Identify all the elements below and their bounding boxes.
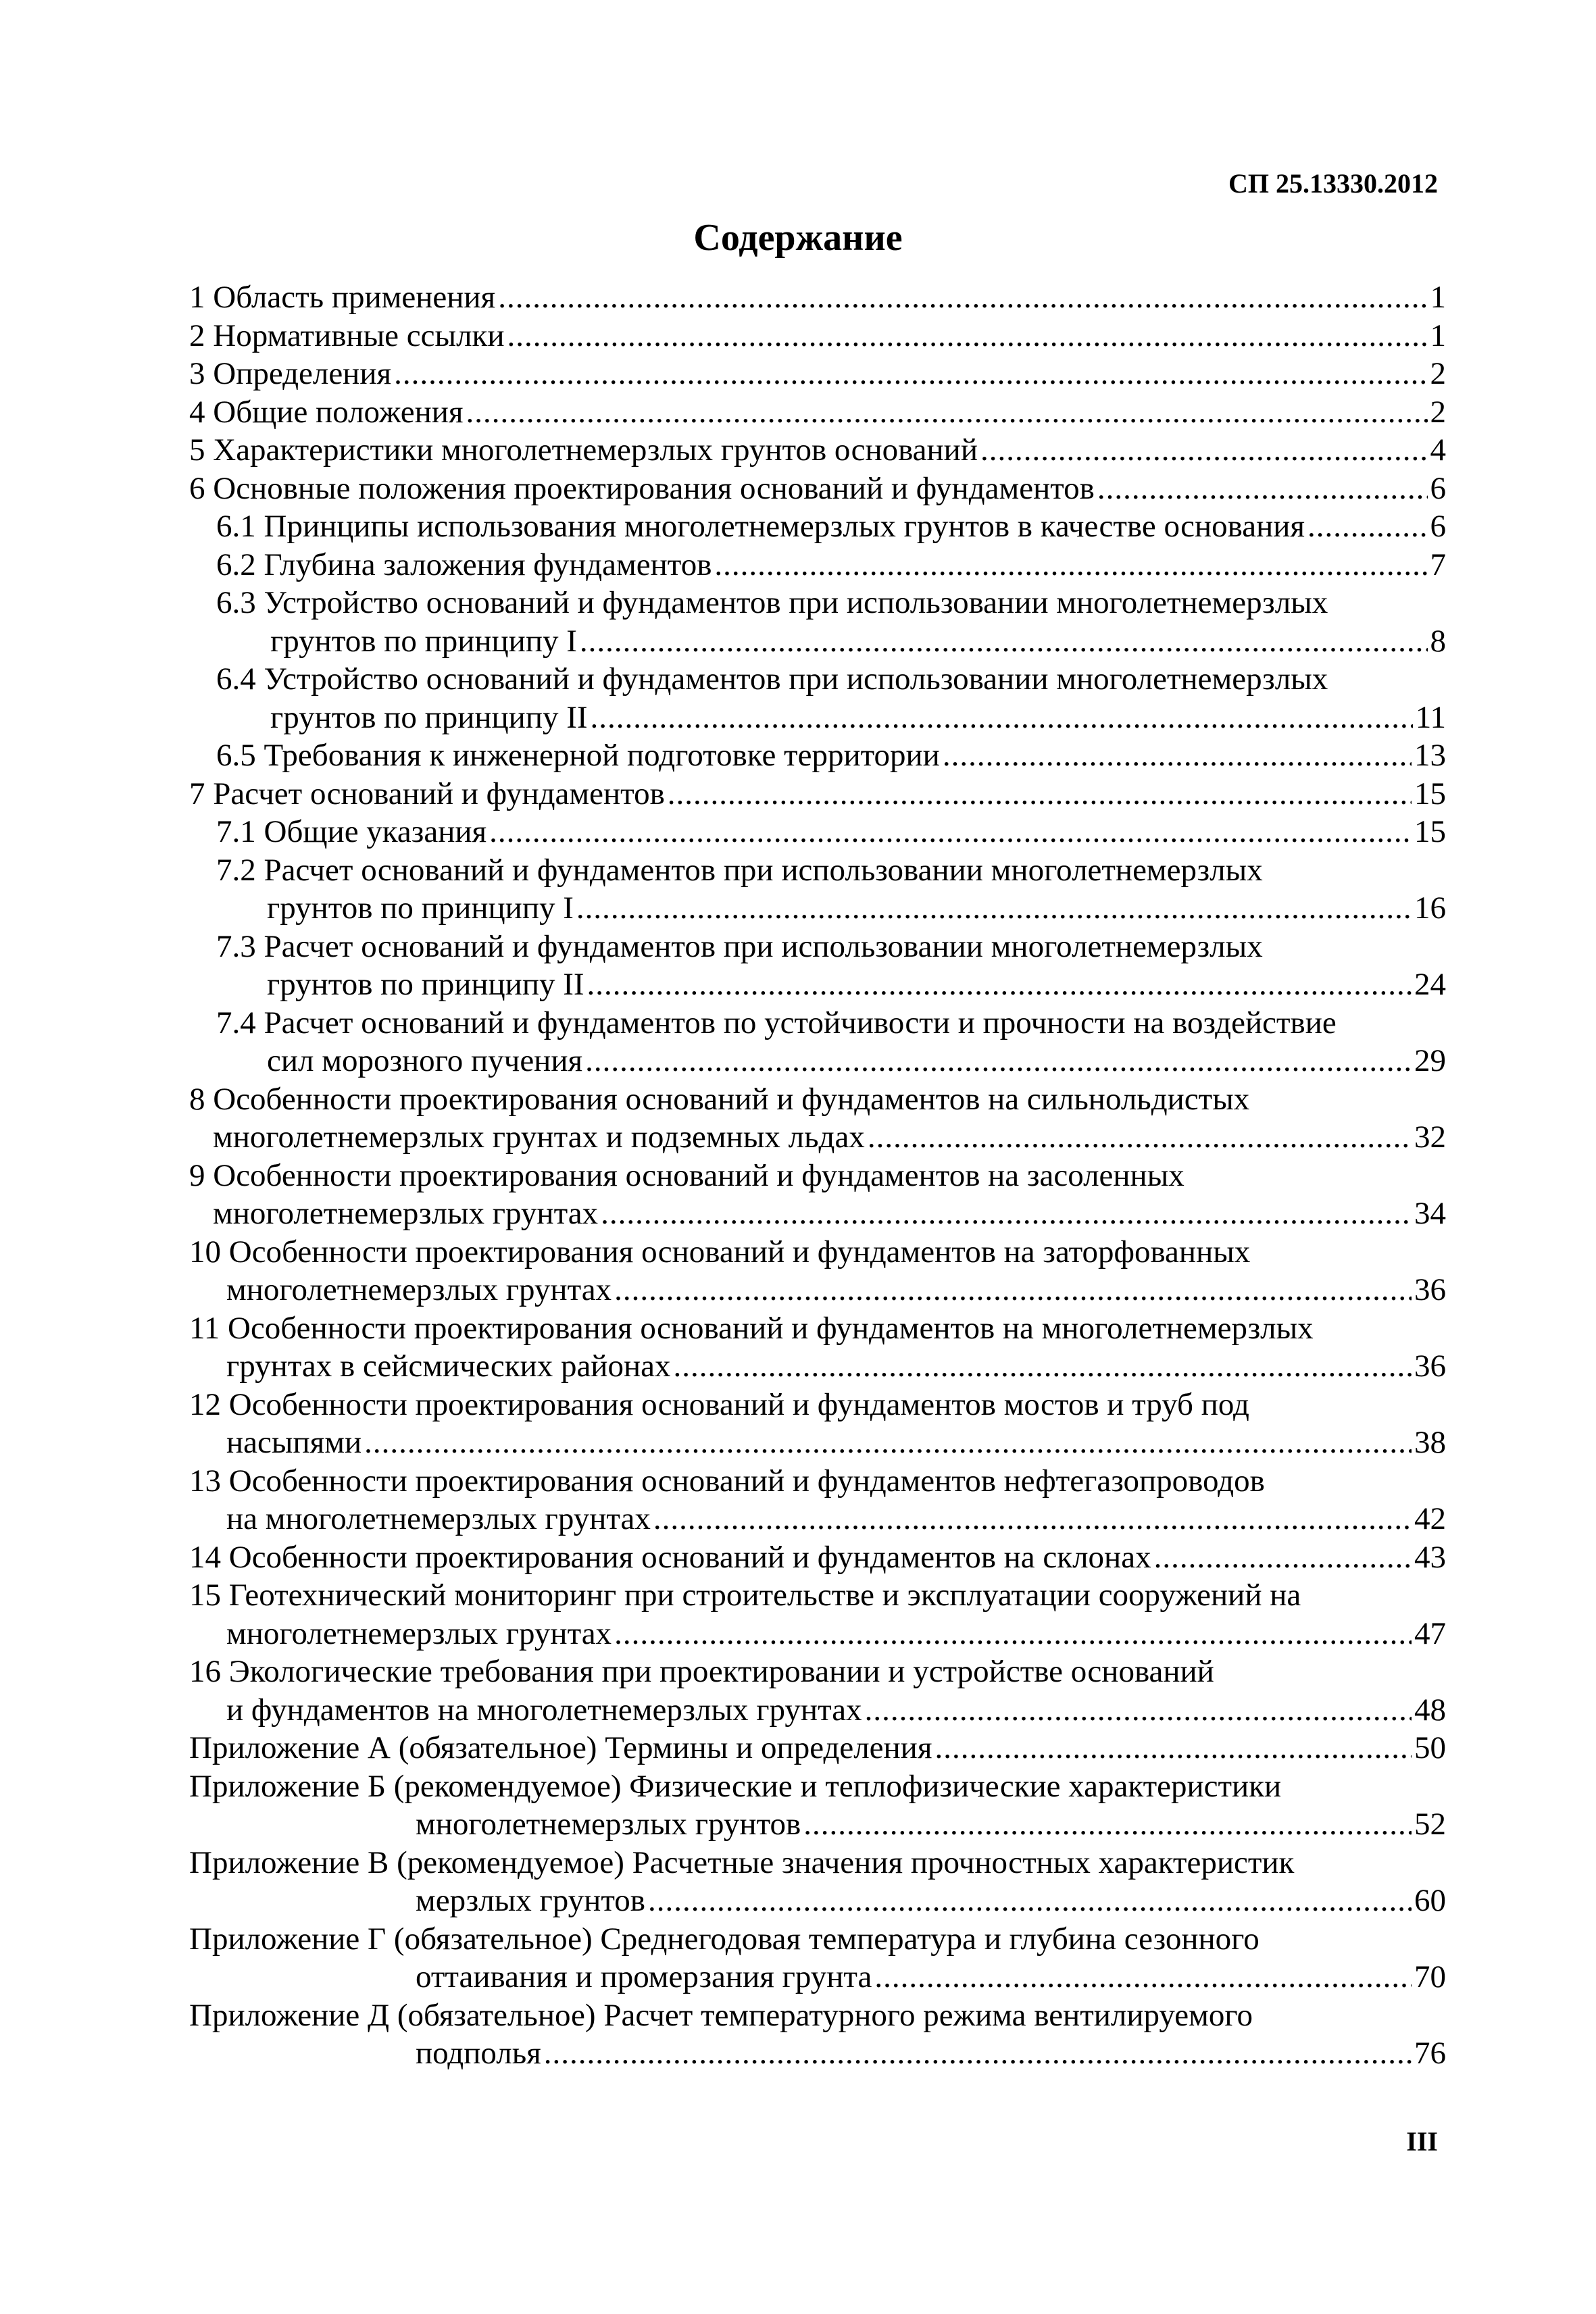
toc-entry-page: 4 — [1430, 432, 1446, 468]
dot-leader — [980, 431, 1428, 470]
toc-entry[interactable] — [189, 1767, 1446, 1844]
toc-entry-page: 2 — [1430, 394, 1446, 430]
toc-entry[interactable] — [216, 928, 1446, 1004]
toc-entry[interactable] — [216, 813, 1446, 851]
toc-entry-page: 15 — [1414, 814, 1446, 849]
dot-leader — [648, 1882, 1412, 1920]
toc-entry[interactable] — [189, 355, 1446, 393]
toc-entry[interactable] — [189, 1157, 1446, 1233]
toc-entry[interactable] — [216, 736, 1446, 775]
toc-entry-title: 6.5 Требования к инженерной подготовке территории — [216, 738, 940, 773]
toc-entry-continuation: грунтах в сейсмических районах — [226, 1349, 671, 1384]
toc-entry-title: 7.3 Расчет оснований и фундаментов при использовании многолетнемерзлых — [216, 928, 1263, 964]
toc-entry-page: 29 — [1414, 1043, 1446, 1078]
toc-entry-title: 6 Основные положения проектирования оснований и фундаментов — [189, 470, 1095, 506]
toc-entry-page: 6 — [1430, 509, 1446, 544]
toc-entry-title: 14 Особенности проектирования оснований и фундаментов на склонах — [189, 1539, 1151, 1575]
toc-entry-page: 36 — [1414, 1349, 1446, 1384]
dot-leader — [874, 1958, 1412, 1996]
toc-entry-title: 2 Нормативные ссылки — [189, 318, 505, 353]
toc-entry-continuation: насыпями — [226, 1425, 362, 1460]
toc-entry[interactable] — [189, 775, 1446, 813]
toc-entry-continuation: многолетнемерзлых грунтов — [416, 1807, 801, 1842]
dot-leader — [614, 1271, 1412, 1309]
toc-entry[interactable] — [216, 1004, 1446, 1080]
dot-leader — [587, 965, 1412, 1004]
dot-leader — [364, 1424, 1412, 1462]
toc-entry-title: 15 Геотехнический мониторинг при строительстве и эксплуатации сооружений на — [189, 1578, 1301, 1613]
dot-leader — [394, 355, 1427, 393]
dot-leader — [544, 2034, 1412, 2073]
dot-leader — [653, 1500, 1412, 1538]
toc-entry-page: 8 — [1430, 623, 1446, 659]
toc-entry-continuation: грунтов по принципу I — [270, 623, 577, 659]
toc-entry-title: 6.2 Глубина заложения фундаментов — [216, 547, 712, 582]
toc-entry-continuation: оттаивания и промерзания грунта — [416, 1959, 872, 1994]
toc-entry-title: Приложение Г (обязательное) Среднегодовая температура и глубина сезонного — [189, 1921, 1260, 1957]
toc-entry-page: 2 — [1430, 356, 1446, 391]
toc-entry[interactable] — [189, 470, 1446, 508]
dot-leader — [489, 813, 1412, 851]
toc-entry[interactable] — [189, 1233, 1446, 1309]
toc-entry-page: 1 — [1430, 318, 1446, 353]
toc-entry[interactable] — [189, 1538, 1446, 1577]
toc-entry[interactable] — [189, 1576, 1446, 1653]
toc-entry[interactable] — [189, 1653, 1446, 1729]
dot-leader — [943, 736, 1412, 775]
toc-entry-page: 15 — [1414, 776, 1446, 811]
toc-entry-continuation: многолетнемерзлых грунтах и подземных льдах — [213, 1120, 865, 1155]
toc-entry[interactable] — [189, 1844, 1446, 1920]
toc-entry[interactable] — [189, 278, 1446, 317]
toc-entry-page: 32 — [1414, 1120, 1446, 1155]
toc-entry-title: 9 Особенности проектирования оснований и фундаментов на засоленных — [189, 1157, 1184, 1193]
toc-entry-continuation: грунтов по принципу II — [267, 967, 584, 1002]
toc-entry[interactable] — [189, 393, 1446, 432]
toc-entry-page: 24 — [1414, 967, 1446, 1002]
dot-leader — [580, 622, 1428, 661]
toc-entry-title: 8 Особенности проектирования оснований и фундаментов на сильнольдистых — [189, 1081, 1250, 1117]
page-number: III — [1406, 2126, 1438, 2157]
toc-entry[interactable] — [216, 660, 1446, 736]
dot-leader — [585, 1042, 1412, 1080]
dot-leader — [614, 1615, 1412, 1653]
toc-entry-title: Приложение Б (рекомендуемое) Физические и теплофизические характеристики — [189, 1768, 1282, 1804]
toc-entry-continuation: многолетнемерзлых грунтах — [226, 1272, 612, 1307]
dot-leader — [466, 393, 1428, 432]
toc-entry[interactable] — [216, 851, 1446, 928]
toc-entry-title: 12 Особенности проектирования оснований и фундаментов мостов и труб под — [189, 1386, 1249, 1422]
toc-entry-continuation: и фундаментов на многолетнемерзлых грунтах — [226, 1692, 862, 1728]
document-code: СП 25.13330.2012 — [1228, 168, 1438, 199]
toc-entry-title: Приложение Д (обязательное) Расчет температурного режима вентилируемого — [189, 1997, 1253, 2033]
dot-leader — [865, 1691, 1412, 1730]
toc-entry-continuation: подполья — [416, 2036, 541, 2071]
toc-entry-title: Приложение А (обязательное) Термины и определения — [189, 1730, 932, 1765]
toc-entry-title: 13 Особенности проектирования оснований и фундаментов нефтегазопроводов — [189, 1463, 1265, 1499]
toc-entry[interactable] — [189, 1309, 1446, 1386]
toc-entry-title: 1 Область применения — [189, 280, 496, 315]
table-of-contents — [189, 278, 1446, 2073]
toc-entry[interactable] — [189, 1996, 1446, 2073]
toc-entry-page: 34 — [1414, 1196, 1446, 1231]
toc-entry[interactable] — [216, 546, 1446, 584]
toc-entry-page: 60 — [1414, 1883, 1446, 1918]
toc-entry[interactable] — [189, 317, 1446, 355]
toc-entry-continuation: на многолетнемерзлых грунтах — [226, 1501, 651, 1536]
toc-entry-page: 50 — [1414, 1730, 1446, 1765]
toc-entry-title: 5 Характеристики многолетнемерзлых грунтов оснований — [189, 432, 978, 468]
toc-entry[interactable] — [216, 507, 1446, 546]
toc-entry-continuation: многолетнемерзлых грунтах — [213, 1196, 599, 1231]
toc-entry-title: Приложение В (рекомендуемое) Расчетные значения прочностных характеристик — [189, 1844, 1295, 1880]
toc-entry[interactable] — [189, 1080, 1446, 1157]
toc-entry[interactable] — [189, 431, 1446, 470]
toc-entry-title: 7.1 Общие указания — [216, 814, 487, 849]
toc-entry-page: 42 — [1414, 1501, 1446, 1536]
toc-entry-continuation: грунтов по принципу I — [267, 890, 574, 926]
toc-entry-page: 6 — [1430, 470, 1446, 506]
toc-entry-title: 11 Особенности проектирования оснований и фундаментов на многолетнемерзлых — [189, 1310, 1314, 1346]
toc-entry-page: 38 — [1414, 1425, 1446, 1460]
toc-entry-title: 6.1 Принципы использования многолетнемерзлых грунтов в качестве основания — [216, 509, 1305, 544]
toc-entry-page: 70 — [1414, 1959, 1446, 1994]
toc-entry[interactable] — [189, 1462, 1446, 1538]
toc-entry-page: 11 — [1415, 699, 1446, 735]
dot-leader — [498, 278, 1427, 317]
toc-entry-page: 48 — [1414, 1692, 1446, 1728]
toc-entry-page: 13 — [1414, 738, 1446, 773]
dot-leader — [507, 317, 1428, 355]
toc-entry-page: 1 — [1430, 280, 1446, 315]
dot-leader — [934, 1729, 1412, 1767]
toc-entry-page: 36 — [1414, 1272, 1446, 1307]
toc-entry-continuation: многолетнемерзлых грунтах — [226, 1615, 612, 1651]
toc-entry-page: 43 — [1414, 1539, 1446, 1575]
dot-leader — [668, 775, 1412, 813]
dot-leader — [714, 546, 1427, 584]
toc-entry-continuation: мерзлых грунтов — [416, 1883, 645, 1918]
dot-leader — [1097, 470, 1428, 508]
dot-leader — [591, 699, 1413, 737]
toc-entry-title: 7 Расчет оснований и фундаментов — [189, 776, 665, 811]
toc-entry[interactable] — [189, 1729, 1446, 1767]
toc-entry-title: 16 Экологические требования при проектировании и устройстве оснований — [189, 1654, 1214, 1689]
toc-entry-page: 76 — [1414, 2036, 1446, 2071]
toc-entry-page: 16 — [1414, 890, 1446, 926]
toc-entry[interactable] — [189, 1386, 1446, 1462]
toc-entry-page: 52 — [1414, 1807, 1446, 1842]
dot-leader — [803, 1805, 1412, 1844]
toc-entry-page: 7 — [1430, 547, 1446, 582]
toc-entry-title: 6.3 Устройство оснований и фундаментов при использовании многолетнемерзлых — [216, 585, 1328, 620]
toc-entry[interactable] — [216, 584, 1446, 660]
dot-leader — [576, 889, 1412, 928]
toc-entry-title: 6.4 Устройство оснований и фундаментов при использовании многолетнемерзлых — [216, 661, 1328, 697]
toc-title: Содержание — [693, 217, 903, 259]
toc-entry-title: 10 Особенности проектирования оснований и фундаментов на заторфованных — [189, 1234, 1251, 1269]
dot-leader — [1307, 507, 1428, 546]
dot-leader — [1154, 1538, 1412, 1577]
dot-leader — [868, 1118, 1412, 1157]
dot-leader — [601, 1194, 1412, 1233]
toc-entry[interactable] — [189, 1920, 1446, 1996]
toc-entry-continuation: грунтов по принципу II — [270, 699, 588, 735]
toc-entry-page: 47 — [1414, 1615, 1446, 1651]
toc-entry-title: 3 Определения — [189, 356, 392, 391]
toc-entry-continuation: сил морозного пучения — [267, 1043, 583, 1078]
toc-entry-title: 4 Общие положения — [189, 394, 464, 430]
toc-entry-title: 7.2 Расчет оснований и фундаментов при использовании многолетнемерзлых — [216, 852, 1263, 888]
toc-entry-title: 7.4 Расчет оснований и фундаментов по устойчивости и прочности на воздействие — [216, 1005, 1337, 1040]
dot-leader — [673, 1347, 1412, 1386]
